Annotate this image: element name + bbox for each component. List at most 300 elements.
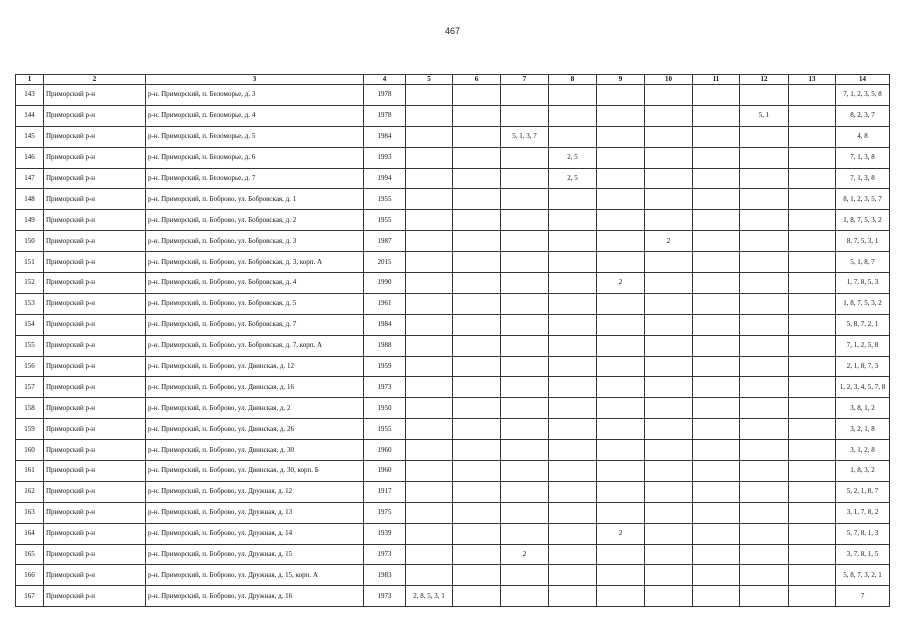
district-cell: Приморский р-н	[44, 586, 146, 607]
col10-cell	[645, 419, 693, 440]
col12-cell	[740, 231, 789, 252]
col5-cell	[406, 398, 453, 419]
address-cell: р-н. Приморский, п. Боброво, ул. Двинская, д. 2	[146, 398, 364, 419]
table-row	[16, 481, 890, 502]
column-header-9: 9	[597, 75, 645, 85]
col7-cell	[501, 356, 549, 377]
col10-cell	[645, 105, 693, 126]
col14-cell: 5, 8, 7, 3, 2, 1	[836, 565, 890, 586]
col14-cell: 7, 1, 3, 8	[836, 147, 890, 168]
col9-cell	[597, 293, 645, 314]
address-cell: р-н. Приморский, п. Беломорье, д. 7	[146, 168, 364, 189]
col11-cell	[693, 461, 740, 482]
col7-cell	[501, 419, 549, 440]
col6-cell	[453, 105, 501, 126]
col9-cell	[597, 189, 645, 210]
table-row	[16, 231, 890, 252]
address-cell: р-н. Приморский, п. Боброво, ул. Бобровская, д. 3, корп. А	[146, 252, 364, 273]
col12-cell	[740, 544, 789, 565]
col11-cell	[693, 210, 740, 231]
district-cell: Приморский р-н	[44, 461, 146, 482]
col6-cell	[453, 273, 501, 294]
col11-cell	[693, 126, 740, 147]
col11-cell	[693, 398, 740, 419]
col14-cell: 1, 8, 7, 5, 3, 2	[836, 293, 890, 314]
col11-cell	[693, 523, 740, 544]
col5-cell	[406, 335, 453, 356]
row-number: 161	[16, 461, 44, 482]
year-cell: 1950	[364, 398, 406, 419]
row-number: 143	[16, 85, 44, 106]
col11-cell	[693, 273, 740, 294]
col12-cell	[740, 273, 789, 294]
row-number: 156	[16, 356, 44, 377]
col9-cell	[597, 147, 645, 168]
col6-cell	[453, 523, 501, 544]
header-row	[16, 75, 890, 85]
column-header-11: 11	[693, 75, 740, 85]
col7-cell	[501, 314, 549, 335]
address-cell: р-н. Приморский, п. Боброво, ул. Бобровская, д. 7, корп. А	[146, 335, 364, 356]
year-cell: 1978	[364, 85, 406, 106]
col10-cell	[645, 314, 693, 335]
col10-cell	[645, 356, 693, 377]
col12-cell	[740, 586, 789, 607]
district-cell: Приморский р-н	[44, 523, 146, 544]
col14-cell: 1, 2, 3, 4, 5, 7, 8	[836, 377, 890, 398]
col14-cell: 2, 1, 8, 7, 3	[836, 356, 890, 377]
col11-cell	[693, 189, 740, 210]
col13-cell	[789, 398, 836, 419]
col8-cell	[549, 586, 597, 607]
col11-cell	[693, 168, 740, 189]
col9-cell: 2	[597, 273, 645, 294]
col13-cell	[789, 565, 836, 586]
col6-cell	[453, 398, 501, 419]
col11-cell	[693, 105, 740, 126]
row-number: 145	[16, 126, 44, 147]
table-row	[16, 85, 890, 106]
col6-cell	[453, 565, 501, 586]
col7-cell	[501, 293, 549, 314]
column-header-4: 4	[364, 75, 406, 85]
col8-cell	[549, 502, 597, 523]
row-number: 162	[16, 481, 44, 502]
col8-cell	[549, 481, 597, 502]
col9-cell	[597, 377, 645, 398]
col14-cell: 3, 1, 7, 8, 2	[836, 502, 890, 523]
year-cell: 1994	[364, 168, 406, 189]
col9-cell	[597, 168, 645, 189]
address-cell: р-н. Приморский, п. Боброво, ул. Двинская, д. 30, корп. Б	[146, 461, 364, 482]
col12-cell	[740, 189, 789, 210]
col10-cell: 2	[645, 231, 693, 252]
col5-cell	[406, 147, 453, 168]
col10-cell	[645, 168, 693, 189]
col11-cell	[693, 502, 740, 523]
row-number: 153	[16, 293, 44, 314]
table-row	[16, 502, 890, 523]
table-row	[16, 586, 890, 607]
col9-cell	[597, 565, 645, 586]
column-header-14: 14	[836, 75, 890, 85]
col14-cell: 8, 7, 5, 3, 1	[836, 231, 890, 252]
col8-cell: 2, 5	[549, 147, 597, 168]
col5-cell: 2, 8, 5, 3, 1	[406, 586, 453, 607]
col8-cell	[549, 85, 597, 106]
col14-cell: 7, 1, 2, 3, 5, 8	[836, 85, 890, 106]
col14-cell: 5, 2, 1, 8, 7	[836, 481, 890, 502]
address-cell: р-н. Приморский, п. Боброво, ул. Бобровская, д. 1	[146, 189, 364, 210]
column-header-7: 7	[501, 75, 549, 85]
col9-cell	[597, 356, 645, 377]
year-cell: 1975	[364, 502, 406, 523]
col12-cell	[740, 126, 789, 147]
row-number: 160	[16, 440, 44, 461]
col12-cell	[740, 419, 789, 440]
col7-cell	[501, 231, 549, 252]
col5-cell	[406, 168, 453, 189]
col13-cell	[789, 481, 836, 502]
address-cell: р-н. Приморский, п. Боброво, ул. Бобровская, д. 4	[146, 273, 364, 294]
col14-cell: 4, 8	[836, 126, 890, 147]
col7-cell	[501, 440, 549, 461]
col7-cell	[501, 523, 549, 544]
col7-cell	[501, 377, 549, 398]
col8-cell	[549, 419, 597, 440]
year-cell: 1961	[364, 293, 406, 314]
district-cell: Приморский р-н	[44, 377, 146, 398]
col5-cell	[406, 314, 453, 335]
col10-cell	[645, 252, 693, 273]
address-cell: р-н. Приморский, п. Боброво, ул. Бобровская, д. 5	[146, 293, 364, 314]
col11-cell	[693, 481, 740, 502]
col6-cell	[453, 210, 501, 231]
col6-cell	[453, 586, 501, 607]
row-number: 163	[16, 502, 44, 523]
col14-cell: 1, 7, 8, 5, 3	[836, 273, 890, 294]
col7-cell	[501, 586, 549, 607]
table-row	[16, 440, 890, 461]
col10-cell	[645, 85, 693, 106]
col10-cell	[645, 440, 693, 461]
col12-cell	[740, 481, 789, 502]
table-row	[16, 293, 890, 314]
col6-cell	[453, 335, 501, 356]
col11-cell	[693, 335, 740, 356]
col11-cell	[693, 293, 740, 314]
col6-cell	[453, 481, 501, 502]
col13-cell	[789, 273, 836, 294]
year-cell: 1973	[364, 586, 406, 607]
col11-cell	[693, 85, 740, 106]
col8-cell	[549, 105, 597, 126]
column-header-5: 5	[406, 75, 453, 85]
col7-cell	[501, 85, 549, 106]
row-number: 148	[16, 189, 44, 210]
col11-cell	[693, 147, 740, 168]
district-cell: Приморский р-н	[44, 105, 146, 126]
col7-cell	[501, 189, 549, 210]
district-cell: Приморский р-н	[44, 252, 146, 273]
col5-cell	[406, 273, 453, 294]
col9-cell	[597, 85, 645, 106]
year-cell: 1990	[364, 273, 406, 294]
table-row	[16, 126, 890, 147]
col6-cell	[453, 461, 501, 482]
col8-cell	[549, 335, 597, 356]
col13-cell	[789, 105, 836, 126]
year-cell: 1955	[364, 210, 406, 231]
column-header-8: 8	[549, 75, 597, 85]
col9-cell	[597, 335, 645, 356]
col6-cell	[453, 293, 501, 314]
col8-cell	[549, 440, 597, 461]
row-number: 151	[16, 252, 44, 273]
col5-cell	[406, 419, 453, 440]
address-cell: р-н. Приморский, п. Беломорье, д. 4	[146, 105, 364, 126]
col10-cell	[645, 126, 693, 147]
col5-cell	[406, 461, 453, 482]
col13-cell	[789, 440, 836, 461]
year-cell: 1984	[364, 126, 406, 147]
col9-cell	[597, 586, 645, 607]
col14-cell: 1, 8, 7, 5, 3, 2	[836, 210, 890, 231]
year-cell: 1978	[364, 105, 406, 126]
table-row	[16, 335, 890, 356]
col12-cell	[740, 168, 789, 189]
address-cell: р-н. Приморский, п. Беломорье, д. 6	[146, 147, 364, 168]
district-cell: Приморский р-н	[44, 544, 146, 565]
col14-cell: 3, 1, 2, 8	[836, 440, 890, 461]
table-row	[16, 565, 890, 586]
year-cell: 1983	[364, 565, 406, 586]
col14-cell: 3, 7, 8, 1, 5	[836, 544, 890, 565]
table-row	[16, 210, 890, 231]
table-row	[16, 105, 890, 126]
col9-cell	[597, 210, 645, 231]
col13-cell	[789, 502, 836, 523]
col9-cell: 2	[597, 523, 645, 544]
col6-cell	[453, 231, 501, 252]
table-row	[16, 461, 890, 482]
table-row	[16, 356, 890, 377]
year-cell: 1939	[364, 523, 406, 544]
col9-cell	[597, 231, 645, 252]
col6-cell	[453, 168, 501, 189]
col10-cell	[645, 523, 693, 544]
col5-cell	[406, 440, 453, 461]
column-header-12: 12	[740, 75, 789, 85]
col8-cell	[549, 461, 597, 482]
col12-cell	[740, 293, 789, 314]
district-cell: Приморский р-н	[44, 189, 146, 210]
col14-cell: 7	[836, 586, 890, 607]
col12-cell	[740, 461, 789, 482]
row-number: 154	[16, 314, 44, 335]
col11-cell	[693, 356, 740, 377]
col13-cell	[789, 168, 836, 189]
district-cell: Приморский р-н	[44, 502, 146, 523]
col14-cell: 7, 1, 2, 5, 8	[836, 335, 890, 356]
col10-cell	[645, 565, 693, 586]
table-row	[16, 377, 890, 398]
col11-cell	[693, 440, 740, 461]
col13-cell	[789, 210, 836, 231]
col8-cell	[549, 377, 597, 398]
col7-cell	[501, 210, 549, 231]
address-cell: р-н. Приморский, п. Боброво, ул. Двинская, д. 30	[146, 440, 364, 461]
year-cell: 1987	[364, 231, 406, 252]
table-row	[16, 273, 890, 294]
row-number: 149	[16, 210, 44, 231]
address-cell: р-н. Приморский, п. Боброво, ул. Дружная, д. 12	[146, 481, 364, 502]
col13-cell	[789, 335, 836, 356]
col8-cell	[549, 523, 597, 544]
column-header-6: 6	[453, 75, 501, 85]
col10-cell	[645, 502, 693, 523]
col12-cell	[740, 565, 789, 586]
col11-cell	[693, 231, 740, 252]
address-cell: р-н. Приморский, п. Боброво, ул. Бобровская, д. 2	[146, 210, 364, 231]
row-number: 166	[16, 565, 44, 586]
col13-cell	[789, 586, 836, 607]
col13-cell	[789, 544, 836, 565]
table-row	[16, 189, 890, 210]
row-number: 165	[16, 544, 44, 565]
col5-cell	[406, 544, 453, 565]
col6-cell	[453, 314, 501, 335]
col6-cell	[453, 189, 501, 210]
col7-cell: 2	[501, 544, 549, 565]
year-cell: 1955	[364, 189, 406, 210]
district-cell: Приморский р-н	[44, 440, 146, 461]
district-cell: Приморский р-н	[44, 85, 146, 106]
col5-cell	[406, 565, 453, 586]
col13-cell	[789, 126, 836, 147]
col13-cell	[789, 231, 836, 252]
col7-cell	[501, 565, 549, 586]
col12-cell	[740, 85, 789, 106]
col8-cell	[549, 544, 597, 565]
district-cell: Приморский р-н	[44, 419, 146, 440]
col6-cell	[453, 502, 501, 523]
row-number: 158	[16, 398, 44, 419]
col5-cell	[406, 85, 453, 106]
page-number: 467	[444, 26, 461, 36]
col14-cell: 7, 1, 3, 8	[836, 168, 890, 189]
col9-cell	[597, 105, 645, 126]
col5-cell	[406, 293, 453, 314]
address-cell: р-н. Приморский, п. Беломорье, д. 5	[146, 126, 364, 147]
col14-cell: 3, 8, 1, 2	[836, 398, 890, 419]
col9-cell	[597, 398, 645, 419]
col14-cell: 8, 1, 2, 3, 5, 7	[836, 189, 890, 210]
table-row	[16, 523, 890, 544]
table-row	[16, 398, 890, 419]
col11-cell	[693, 565, 740, 586]
col11-cell	[693, 586, 740, 607]
col13-cell	[789, 461, 836, 482]
table-row	[16, 314, 890, 335]
address-cell: р-н. Приморский, п. Боброво, ул. Двинская, д. 26	[146, 419, 364, 440]
col7-cell	[501, 481, 549, 502]
row-number: 150	[16, 231, 44, 252]
col13-cell	[789, 85, 836, 106]
col11-cell	[693, 314, 740, 335]
col6-cell	[453, 252, 501, 273]
col6-cell	[453, 85, 501, 106]
col6-cell	[453, 419, 501, 440]
address-cell: р-н. Приморский, п. Беломорье, д. 3	[146, 85, 364, 106]
col8-cell	[549, 398, 597, 419]
year-cell: 2015	[364, 252, 406, 273]
column-header-10: 10	[645, 75, 693, 85]
col9-cell	[597, 544, 645, 565]
year-cell: 1984	[364, 314, 406, 335]
col10-cell	[645, 210, 693, 231]
district-cell: Приморский р-н	[44, 293, 146, 314]
row-number: 146	[16, 147, 44, 168]
district-cell: Приморский р-н	[44, 481, 146, 502]
year-cell: 1988	[364, 335, 406, 356]
col13-cell	[789, 293, 836, 314]
address-cell: р-н. Приморский, п. Боброво, ул. Двинская, д. 16	[146, 377, 364, 398]
col6-cell	[453, 544, 501, 565]
col10-cell	[645, 147, 693, 168]
col10-cell	[645, 273, 693, 294]
year-cell: 1959	[364, 356, 406, 377]
district-cell: Приморский р-н	[44, 168, 146, 189]
col14-cell: 1, 8, 3, 2	[836, 461, 890, 482]
col11-cell	[693, 419, 740, 440]
col12-cell	[740, 440, 789, 461]
col6-cell	[453, 440, 501, 461]
year-cell: 1960	[364, 440, 406, 461]
col7-cell	[501, 105, 549, 126]
district-cell: Приморский р-н	[44, 210, 146, 231]
col8-cell	[549, 565, 597, 586]
col13-cell	[789, 189, 836, 210]
col8-cell	[549, 231, 597, 252]
col8-cell	[549, 273, 597, 294]
col5-cell	[406, 105, 453, 126]
col6-cell	[453, 126, 501, 147]
col9-cell	[597, 419, 645, 440]
district-cell: Приморский р-н	[44, 273, 146, 294]
district-cell: Приморский р-н	[44, 231, 146, 252]
col7-cell	[501, 398, 549, 419]
year-cell: 1955	[364, 419, 406, 440]
col5-cell	[406, 231, 453, 252]
year-cell: 1973	[364, 544, 406, 565]
district-cell: Приморский р-н	[44, 126, 146, 147]
address-cell: р-н. Приморский, п. Боброво, ул. Бобровская, д. 7	[146, 314, 364, 335]
col8-cell	[549, 210, 597, 231]
col14-cell: 5, 8, 7, 2, 1	[836, 314, 890, 335]
col13-cell	[789, 419, 836, 440]
district-cell: Приморский р-н	[44, 335, 146, 356]
col12-cell	[740, 398, 789, 419]
district-cell: Приморский р-н	[44, 565, 146, 586]
col13-cell	[789, 147, 836, 168]
col11-cell	[693, 377, 740, 398]
col12-cell	[740, 335, 789, 356]
col12-cell: 5, 1	[740, 105, 789, 126]
district-cell: Приморский р-н	[44, 314, 146, 335]
col12-cell	[740, 377, 789, 398]
address-cell: р-н. Приморский, п. Боброво, ул. Бобровская, д. 3	[146, 231, 364, 252]
